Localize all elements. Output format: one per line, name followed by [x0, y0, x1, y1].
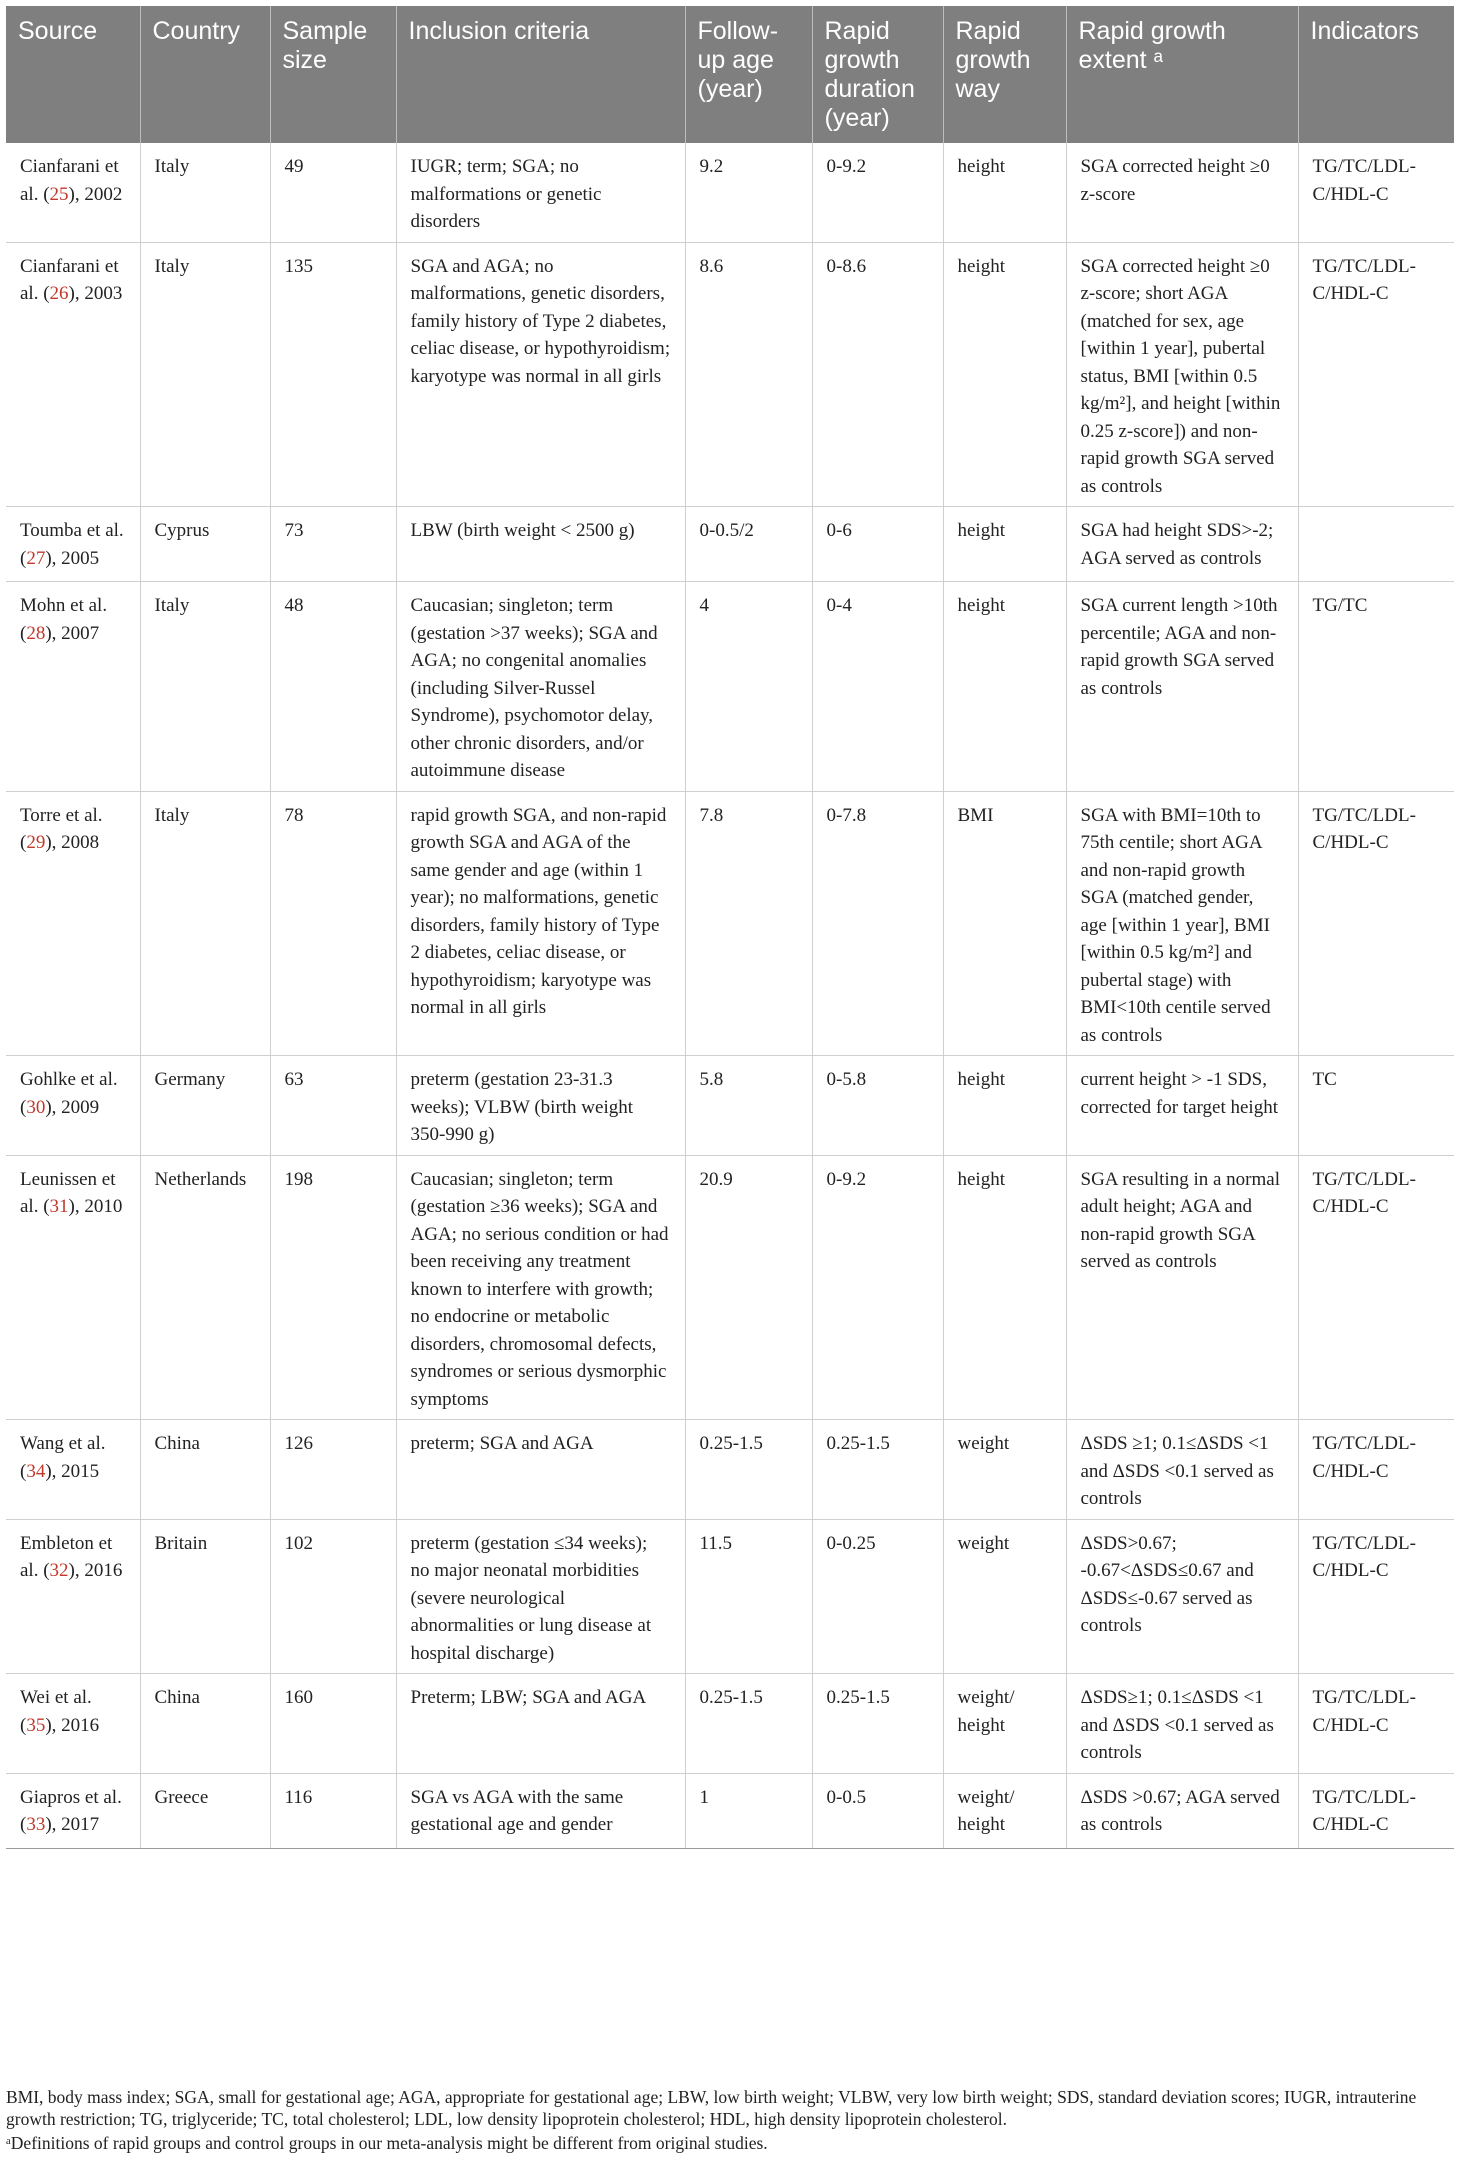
cell-source: [6, 1674, 140, 1774]
cell-growth-way: height: [943, 242, 1066, 507]
cell-country: Italy: [140, 791, 270, 1056]
cell-growth-extent: ΔSDS>0.67; -0.67<ΔSDS≤0.67 and ΔSDS≤-0.67 served as controls: [1066, 1519, 1298, 1674]
header-row: [6, 6, 1454, 143]
cell-source: [6, 582, 140, 792]
source-year: ), 2016: [45, 1714, 100, 1736]
cell-indicators: TG/TC/LDL-C/HDL-C: [1298, 1674, 1454, 1774]
cell-inclusion-criteria: LBW (birth weight < 2500 g): [396, 507, 685, 582]
source-year: ), 2003: [68, 283, 123, 304]
table-row: [6, 1056, 1454, 1156]
cell-indicators: TG/TC/LDL-C/HDL-C: [1298, 791, 1454, 1056]
table-row: [6, 1155, 1454, 1420]
cell-growth-duration: 0-5.8: [812, 1056, 943, 1156]
cell-growth-extent: ΔSDS >0.67; AGA served as controls: [1066, 1773, 1298, 1848]
cell-growth-way: weight: [943, 1420, 1066, 1520]
reference-link[interactable]: 28: [26, 622, 46, 644]
cell-sample-size: 73: [270, 507, 396, 582]
cell-indicators: TG/TC/LDL-C/HDL-C: [1298, 1420, 1454, 1520]
header-source: Source: [6, 6, 140, 143]
cell-follow-up-age: 1: [685, 1773, 812, 1848]
table-row: [6, 791, 1454, 1056]
cell-follow-up-age: 0-0.5/2: [685, 507, 812, 582]
reference-link[interactable]: 30: [26, 1096, 46, 1118]
cell-source: [6, 1519, 140, 1674]
cell-follow-up-age: 9.2: [685, 143, 812, 242]
reference-link[interactable]: 29: [26, 832, 46, 853]
source-year: ), 2007: [45, 622, 100, 644]
cell-source: [6, 242, 140, 507]
table-row: [6, 507, 1454, 582]
cell-growth-way: weight: [943, 1519, 1066, 1674]
cell-follow-up-age: 5.8: [685, 1056, 812, 1156]
cell-indicators: TC: [1298, 1056, 1454, 1156]
table-row: [6, 1420, 1454, 1520]
cell-inclusion-criteria: Preterm; LBW; SGA and AGA: [396, 1674, 685, 1774]
cell-sample-size: 48: [270, 582, 396, 792]
cell-sample-size: 63: [270, 1056, 396, 1156]
cell-growth-extent: ΔSDS≥1; 0.1≤ΔSDS <1 and ΔSDS <0.1 served as controls: [1066, 1674, 1298, 1774]
table-row: [6, 1519, 1454, 1674]
footnote-a: ᵃDefinitions of rapid groups and control groups in our meta-analysis might be different from original studies.: [6, 2133, 768, 2153]
abbreviations-note: BMI, body mass index; SGA, small for gestational age; AGA, appropriate for gestational age; LBW, low birth weight; VLBW, very low birth weight; SDS, standard deviation scores; IUGR, intrauterine growth restriction; TG, triglyceride; TC, total cholesterol; LDL, low density lipoprotein cholesterol; HDL, high density lipoprotein cholesterol.: [6, 2087, 1417, 2129]
cell-indicators: [1298, 507, 1454, 582]
source-authors: Mohn et al. (: [20, 595, 108, 644]
table-row: [6, 582, 1454, 792]
cell-growth-extent: current height > -1 SDS, corrected for target height: [1066, 1056, 1298, 1156]
cell-follow-up-age: 0.25-1.5: [685, 1420, 812, 1520]
cell-growth-duration: 0-0.25: [812, 1519, 943, 1674]
source-authors: Wang et al. (: [20, 1433, 106, 1482]
cell-sample-size: 116: [270, 1773, 396, 1848]
table-row: [6, 1674, 1454, 1774]
cell-sample-size: 102: [270, 1519, 396, 1674]
table-body: [6, 143, 1454, 1848]
cell-follow-up-age: 0.25-1.5: [685, 1674, 812, 1774]
cell-source: [6, 1155, 140, 1420]
cell-growth-extent: SGA current length >10th percentile; AGA and non-rapid growth SGA served as controls: [1066, 582, 1298, 792]
cell-source: [6, 507, 140, 582]
header-country: Country: [140, 6, 270, 143]
cell-growth-way: height: [943, 507, 1066, 582]
cell-growth-extent: SGA resulting in a normal adult height; AGA and non-rapid growth SGA served as controls: [1066, 1155, 1298, 1420]
table-row: [6, 242, 1454, 507]
header-inclusion-criteria: Inclusion criteria: [396, 6, 685, 143]
cell-growth-duration: 0-9.2: [812, 1155, 943, 1420]
cell-follow-up-age: 8.6: [685, 242, 812, 507]
source-year: ), 2017: [45, 1814, 100, 1835]
cell-growth-duration: 0.25-1.5: [812, 1420, 943, 1520]
cell-country: Greece: [140, 1773, 270, 1848]
source-year: ), 2016: [68, 1560, 123, 1581]
cell-indicators: TG/TC/LDL-C/HDL-C: [1298, 1519, 1454, 1674]
source-year: ), 2010: [68, 1196, 123, 1217]
source-authors: Torre et al. (: [20, 804, 103, 853]
cell-follow-up-age: 7.8: [685, 791, 812, 1056]
cell-sample-size: 126: [270, 1420, 396, 1520]
reference-link[interactable]: 35: [26, 1714, 46, 1736]
table-row: [6, 143, 1454, 242]
reference-link[interactable]: 34: [26, 1460, 46, 1482]
cell-indicators: TG/TC/LDL-C/HDL-C: [1298, 242, 1454, 507]
header-sample-size: Sample size: [270, 6, 396, 143]
table-header: [6, 6, 1454, 143]
cell-growth-way: height: [943, 1056, 1066, 1156]
header-rapid-growth-way: Rapid growth way: [943, 6, 1066, 143]
source-authors: Cianfarani et al. (: [20, 255, 119, 304]
source-authors: Wei et al. (: [20, 1687, 92, 1736]
cell-growth-duration: 0-4: [812, 582, 943, 792]
cell-indicators: TG/TC: [1298, 582, 1454, 792]
cell-growth-extent: ΔSDS ≥1; 0.1≤ΔSDS <1 and ΔSDS <0.1 served as controls: [1066, 1420, 1298, 1520]
header-follow-up-age: Follow-up age (year): [685, 6, 812, 143]
cell-growth-extent: SGA corrected height ≥0 z-score; short AGA (matched for sex, age [within 1 year], pubertal status, BMI [within 0.5 kg/m²], and height [within 0.25 z-score]) and non-rapid growth SGA served as controls: [1066, 242, 1298, 507]
cell-growth-duration: 0.25-1.5: [812, 1674, 943, 1774]
cell-growth-duration: 0-0.5: [812, 1773, 943, 1848]
reference-link[interactable]: 33: [26, 1814, 46, 1835]
cell-country: Britain: [140, 1519, 270, 1674]
cell-sample-size: 198: [270, 1155, 396, 1420]
cell-growth-way: weight/ height: [943, 1773, 1066, 1848]
cell-country: China: [140, 1674, 270, 1774]
cell-indicators: TG/TC/LDL-C/HDL-C: [1298, 1155, 1454, 1420]
cell-inclusion-criteria: IUGR; term; SGA; no malformations or genetic disorders: [396, 143, 685, 242]
source-year: ), 2015: [45, 1460, 100, 1482]
cell-inclusion-criteria: preterm (gestation 23-31.3 weeks); VLBW (birth weight 350-990 g): [396, 1056, 685, 1156]
cell-inclusion-criteria: SGA vs AGA with the same gestational age and gender: [396, 1773, 685, 1848]
cell-growth-way: BMI: [943, 791, 1066, 1056]
source-year: ), 2002: [68, 183, 123, 205]
source-authors: Giapros et al. (: [20, 1786, 122, 1835]
source-authors: Embleton et al. (: [20, 1532, 113, 1581]
cell-country: China: [140, 1420, 270, 1520]
cell-inclusion-criteria: Caucasian; singleton; term (gestation ≥36 weeks); SGA and AGA; no serious condition or had been receiving any treatment known to interfere with growth; no endocrine or metabolic disorders, chromosomal defects, syndromes or serious dysmorphic symptoms: [396, 1155, 685, 1420]
header-indicators: Indicators: [1298, 6, 1454, 143]
source-authors: Cianfarani et al. (: [20, 156, 119, 205]
cell-inclusion-criteria: preterm (gestation ≤34 weeks); no major neonatal morbidities (severe neurological abnormalities or lung disease at hospital discharge): [396, 1519, 685, 1674]
cell-growth-way: weight/ height: [943, 1674, 1066, 1774]
cell-country: Italy: [140, 242, 270, 507]
studies-table-container: [6, 6, 1454, 1849]
studies-table: [6, 6, 1454, 1849]
source-year: ), 2008: [45, 832, 100, 853]
cell-growth-extent: SGA had height SDS>-2; AGA served as controls: [1066, 507, 1298, 582]
source-year: ), 2005: [45, 547, 100, 569]
table-footnotes: [6, 2086, 1454, 2156]
cell-growth-way: height: [943, 143, 1066, 242]
cell-source: [6, 1773, 140, 1848]
source-year: ), 2009: [45, 1096, 100, 1118]
cell-follow-up-age: 11.5: [685, 1519, 812, 1674]
cell-sample-size: 160: [270, 1674, 396, 1774]
cell-country: Italy: [140, 143, 270, 242]
cell-follow-up-age: 20.9: [685, 1155, 812, 1420]
cell-source: [6, 143, 140, 242]
cell-inclusion-criteria: Caucasian; singleton; term (gestation >37 weeks); SGA and AGA; no congenital anomalies (including Silver-Russel Syndrome), psychomotor delay, other chronic disorders, and/or autoimmune disease: [396, 582, 685, 792]
source-authors: Toumba et al. (: [20, 520, 124, 569]
reference-link[interactable]: 32: [49, 1560, 69, 1581]
cell-growth-extent: SGA with BMI=10th to 75th centile; short AGA and non-rapid growth SGA (matched gender, age [within 1 year], BMI [within 0.5 kg/m²] and pubertal stage) with BMI<10th centile served as controls: [1066, 791, 1298, 1056]
cell-growth-extent: SGA corrected height ≥0 z-score: [1066, 143, 1298, 242]
cell-source: [6, 791, 140, 1056]
cell-sample-size: 78: [270, 791, 396, 1056]
reference-link[interactable]: 26: [49, 283, 69, 304]
cell-inclusion-criteria: SGA and AGA; no malformations, genetic disorders, family history of Type 2 diabetes, celiac disease, or hypothyroidism; karyotype was normal in all girls: [396, 242, 685, 507]
cell-inclusion-criteria: preterm; SGA and AGA: [396, 1420, 685, 1520]
source-authors: Leunissen et al. (: [20, 1168, 116, 1217]
cell-country: Cyprus: [140, 507, 270, 582]
cell-country: Germany: [140, 1056, 270, 1156]
reference-link[interactable]: 31: [49, 1196, 69, 1217]
cell-source: [6, 1056, 140, 1156]
cell-source: [6, 1420, 140, 1520]
cell-follow-up-age: 4: [685, 582, 812, 792]
cell-growth-duration: 0-6: [812, 507, 943, 582]
cell-inclusion-criteria: rapid growth SGA, and non-rapid growth SGA and AGA of the same gender and age (within 1 year); no malformations, genetic disorders, family history of Type 2 diabetes, celiac disease, or hypothyroidism; karyotype was normal in all girls: [396, 791, 685, 1056]
cell-growth-way: height: [943, 582, 1066, 792]
cell-growth-duration: 0-7.8: [812, 791, 943, 1056]
reference-link[interactable]: 27: [26, 547, 46, 569]
cell-country: Italy: [140, 582, 270, 792]
cell-sample-size: 135: [270, 242, 396, 507]
cell-indicators: TG/TC/LDL-C/HDL-C: [1298, 143, 1454, 242]
source-authors: Gohlke et al. (: [20, 1069, 118, 1118]
cell-growth-duration: 0-8.6: [812, 242, 943, 507]
header-rapid-growth-extent: Rapid growth extent ᵃ: [1066, 6, 1298, 143]
table-row: [6, 1773, 1454, 1848]
cell-indicators: TG/TC/LDL-C/HDL-C: [1298, 1773, 1454, 1848]
header-rapid-growth-duration: Rapid growth duration (year): [812, 6, 943, 143]
cell-growth-way: height: [943, 1155, 1066, 1420]
cell-country: Netherlands: [140, 1155, 270, 1420]
cell-growth-duration: 0-9.2: [812, 143, 943, 242]
cell-sample-size: 49: [270, 143, 396, 242]
reference-link[interactable]: 25: [49, 183, 69, 205]
